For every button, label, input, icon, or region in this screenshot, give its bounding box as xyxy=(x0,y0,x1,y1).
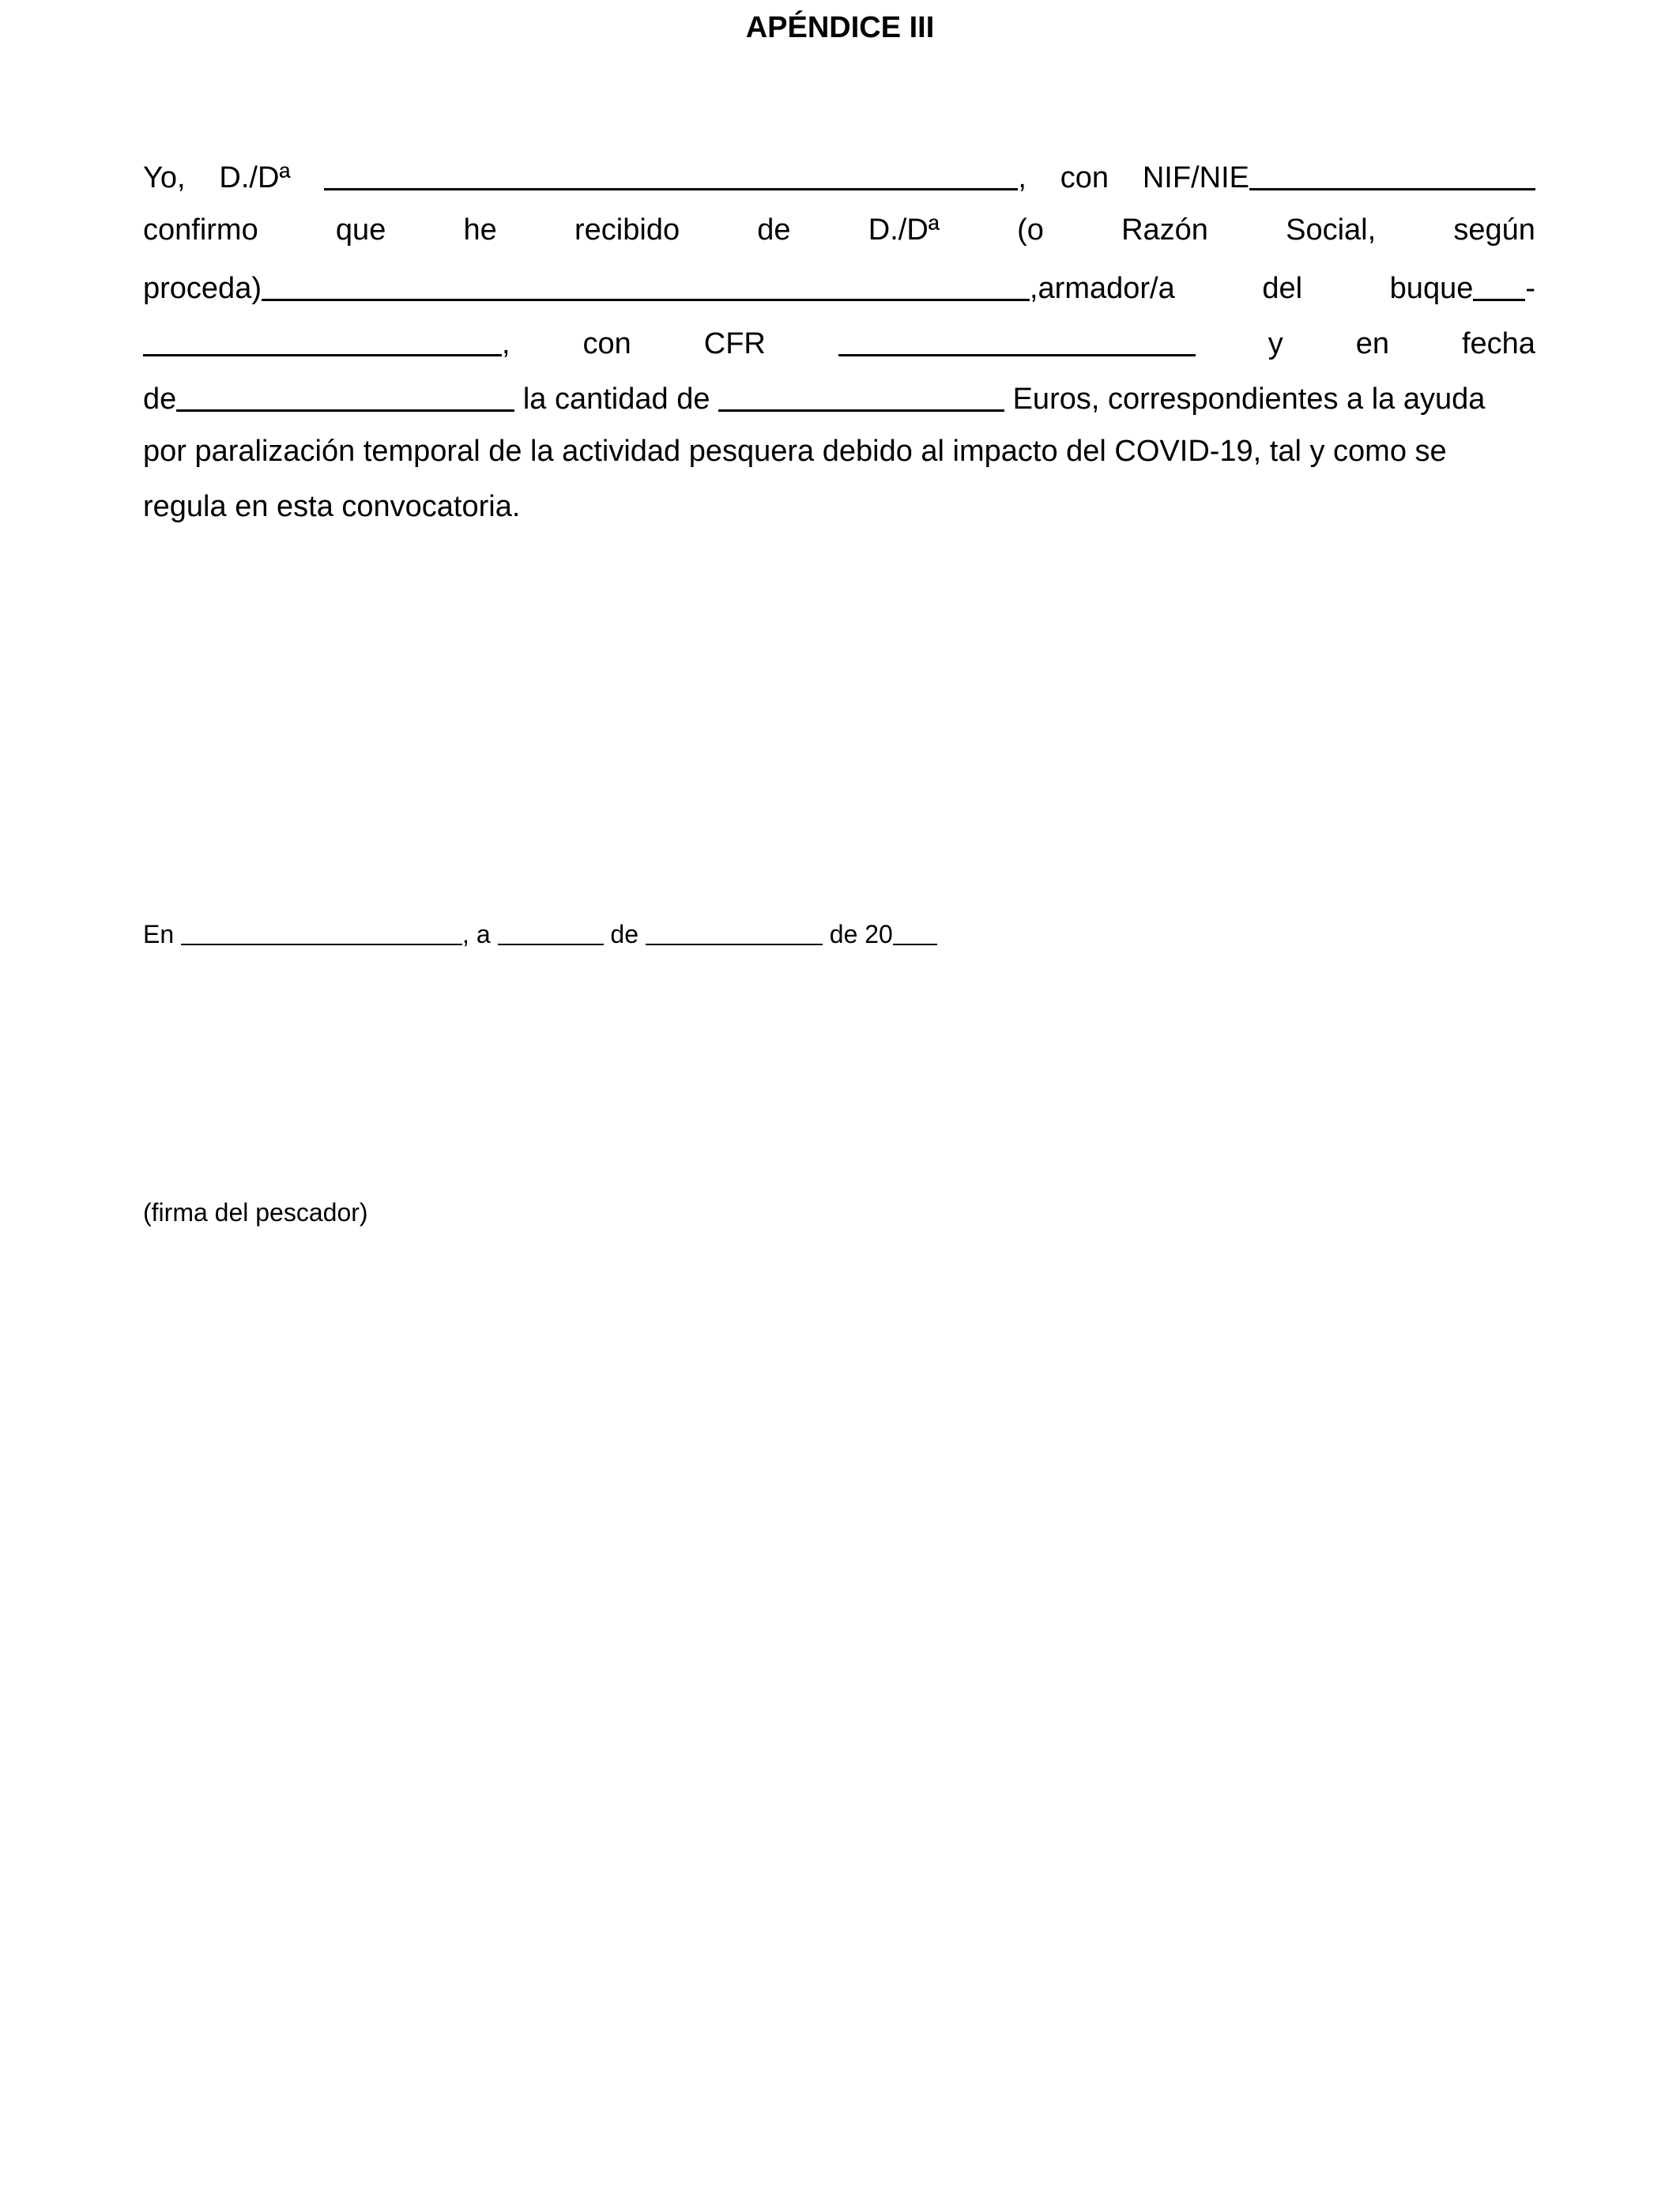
paragraph-line-6: por paralización temporal de la actividad pesquera debido al impacto del COVID-19, tal y como se xyxy=(143,435,1447,468)
cfr-field[interactable] xyxy=(838,324,1196,356)
text-dda: D./Dª xyxy=(219,161,291,194)
text-yo: Yo, xyxy=(143,161,186,194)
text-y: y xyxy=(1268,327,1283,360)
word: he xyxy=(463,213,497,247)
text-comma: , xyxy=(1018,161,1026,194)
buque-group xyxy=(1390,266,1535,308)
text-con: con xyxy=(1060,161,1109,194)
name-field[interactable] xyxy=(324,158,1018,190)
owner-field[interactable] xyxy=(262,269,1030,301)
word: D./Dª xyxy=(868,213,940,247)
word: de xyxy=(757,213,791,247)
day-field[interactable] xyxy=(498,920,604,945)
name-blank-group xyxy=(324,155,1026,198)
word: Razón xyxy=(1121,213,1208,247)
text-de-20: de 20 xyxy=(822,920,893,948)
text-euros: Euros, correspondientes a la ayuda xyxy=(1004,383,1486,416)
word: que xyxy=(335,213,386,247)
text-a: , a xyxy=(462,920,498,948)
word: Social, xyxy=(1286,213,1377,247)
signature-label: (firma del pescador) xyxy=(143,1198,368,1227)
month-field[interactable] xyxy=(646,920,823,945)
text-comma: , xyxy=(502,327,510,360)
text-buque: buque xyxy=(1389,272,1474,305)
nif-group xyxy=(1143,155,1535,198)
text-fecha: fecha xyxy=(1461,327,1535,360)
text-en: En xyxy=(143,920,182,948)
vessel-field-end[interactable] xyxy=(143,324,502,356)
text-de: de xyxy=(603,920,646,948)
text-del: del xyxy=(1262,272,1303,305)
proceda-group xyxy=(143,266,1175,308)
word: recibido xyxy=(574,213,680,247)
vessel-field-start[interactable] xyxy=(1473,269,1525,301)
nif-field[interactable] xyxy=(1249,158,1535,190)
text-proceda: proceda) xyxy=(143,272,262,305)
word: confirmo xyxy=(143,213,258,247)
text-en: en xyxy=(1355,327,1389,360)
paragraph-line-7: regula en esta convocatoria. xyxy=(143,490,521,523)
paragraph-line-4 xyxy=(143,321,1535,364)
text-nif-nie: NIF/NIE xyxy=(1142,161,1249,194)
word: (o xyxy=(1017,213,1044,247)
paragraph-line-5 xyxy=(143,376,1535,419)
text-cantidad: la cantidad de xyxy=(514,383,719,416)
text-cfr: CFR xyxy=(703,327,766,360)
text-hyphen: - xyxy=(1525,272,1535,305)
page-title: APÉNDICE III xyxy=(745,11,935,44)
date-field[interactable] xyxy=(176,379,514,412)
paragraph-line-3 xyxy=(143,266,1535,308)
text-de: de xyxy=(143,383,177,416)
paragraph-line-1 xyxy=(143,155,1535,198)
place-field[interactable] xyxy=(181,920,462,945)
paragraph-line-2 xyxy=(143,210,1535,250)
year-field[interactable] xyxy=(893,920,937,945)
word: según xyxy=(1453,213,1535,247)
vessel-group xyxy=(143,321,510,364)
amount-field[interactable] xyxy=(718,379,1004,412)
text-armador: ,armador/a xyxy=(1029,272,1175,305)
text-con: con xyxy=(582,327,631,360)
place-date-line xyxy=(143,917,937,952)
